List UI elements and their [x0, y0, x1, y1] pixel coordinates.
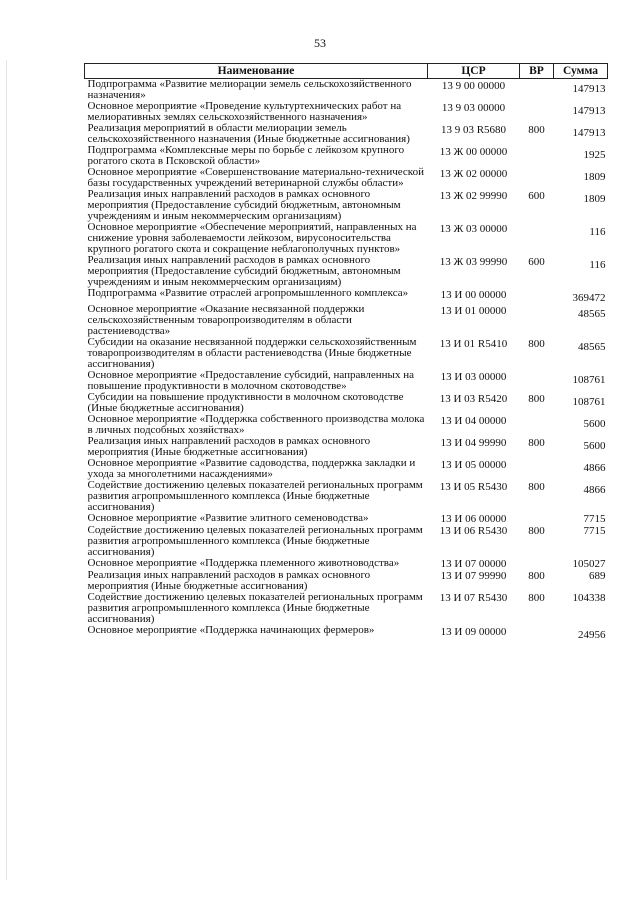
budget-table-container [84, 63, 607, 641]
name-cell: Подпрограмма «Комплексные меры по борьбе с лейкозом крупного рогатого скота в Псковской области» [87, 144, 405, 167]
sum-cell: 104338 [572, 592, 606, 604]
csr-cell: 13 И 06 R5430 [439, 525, 508, 537]
table-row [85, 625, 608, 641]
vr-cell [520, 370, 554, 392]
sum-cell: 48565 [578, 308, 606, 320]
csr-cell: 13 Ж 00 00000 [439, 146, 508, 158]
name-cell: Реализация иных направлений расходов в рамках основного мероприятия (Предоставление субсидий бюджетным, автономным учреждениям и иным некоммерческим организациям) [87, 188, 401, 222]
csr-cell: 13 И 06 00000 [440, 513, 507, 525]
name-cell: Реализация иных направлений расходов в рамках основного мероприятия (Иные бюджетные ассигнования) [87, 569, 371, 592]
sum-cell: 5600 [583, 418, 606, 430]
header-vr: ВР [520, 64, 554, 79]
table-row [85, 370, 608, 392]
vr-cell [520, 458, 554, 480]
sum-cell: 7715 [583, 513, 606, 525]
sum-cell: 48565 [578, 341, 606, 353]
csr-cell: 13 И 07 99990 [440, 570, 507, 582]
table-row [85, 79, 608, 102]
table-row [85, 222, 608, 255]
csr-cell: 13 И 05 R5430 [439, 481, 508, 493]
sum-cell: 4866 [583, 462, 606, 474]
name-cell: Основное мероприятие «Обеспечение мероприятий, направленных на снижение уровня заболеваемости лейкозом, вирусоносительства крупного рогатого скота и сокращение неблагополучных пунктов» [87, 221, 417, 255]
vr-cell [520, 222, 554, 255]
vr-cell: 600 [528, 190, 545, 202]
vr-cell: 800 [528, 124, 545, 136]
scan-edge [6, 60, 7, 880]
csr-cell: 13 И 09 00000 [440, 626, 507, 638]
csr-cell: 13 Ж 02 99990 [439, 190, 508, 202]
csr-cell: 13 И 03 R5420 [439, 393, 508, 405]
table-row [85, 255, 608, 288]
vr-cell: 800 [528, 592, 545, 604]
csr-cell: 13 И 01 R5410 [439, 338, 508, 350]
name-cell: Реализация мероприятий в области мелиорации земель сельскохозяйственного назначения (Иные бюджетные ассигнования) [87, 122, 410, 145]
table-row [85, 592, 608, 625]
name-cell: Субсидии на повышение продуктивности в молочном скотоводстве (Иные бюджетные ассигнования) [87, 391, 404, 414]
vr-cell [520, 101, 554, 123]
vr-cell [520, 167, 554, 189]
vr-cell [520, 79, 554, 102]
table-row [85, 337, 608, 370]
sum-cell: 105027 [572, 558, 606, 570]
name-cell: Основное мероприятие «Предоставление субсидий, направленных на повышение продуктивности в молочном скотоводстве» [87, 369, 414, 392]
csr-cell: 13 Ж 03 00000 [439, 223, 508, 235]
sum-cell: 147913 [572, 83, 606, 95]
table-row [85, 436, 608, 458]
name-cell: Основное мероприятие «Поддержка собственного производства молока в личных подсобных хозяйствах» [87, 413, 425, 436]
sum-cell: 108761 [572, 374, 606, 386]
name-cell: Содействие достижению целевых показателей региональных программ развития агропромышленного комплекса (Иные бюджетные ассигнования) [87, 591, 423, 625]
name-cell: Подпрограмма «Развитие мелиорации земель сельскохозяйственного назначения» [87, 78, 412, 101]
vr-cell: 800 [528, 338, 545, 350]
table-row [85, 101, 608, 123]
csr-cell: 13 И 07 R5430 [439, 592, 508, 604]
name-cell: Основное мероприятие «Проведение культуртехнических работ на мелиоративных землях сельскохозяйственного назначения» [87, 100, 402, 123]
name-cell: Субсидии на оказание несвязанной поддержки сельскохозяйственным товаропроизводителям в области растениеводства (Иные бюджетные ассигнования) [87, 336, 417, 370]
table-row [85, 288, 608, 304]
name-cell: Реализация иных направлений расходов в рамках основного мероприятия (Иные бюджетные ассигнования) [87, 435, 371, 458]
sum-cell: 1925 [583, 149, 606, 161]
name-cell: Реализация иных направлений расходов в рамках основного мероприятия (Предоставление субсидий бюджетным, автономным учреждениям и иным некоммерческим организациям) [87, 254, 401, 288]
sum-cell: 1809 [583, 171, 606, 183]
name-cell: Основное мероприятие «Поддержка начинающих фермеров» [87, 624, 375, 636]
budget-table [84, 63, 608, 641]
table-row [85, 189, 608, 222]
csr-cell: 13 Ж 03 99990 [439, 256, 508, 268]
vr-cell [520, 288, 554, 304]
table-header-row [85, 64, 608, 79]
sum-cell: 1809 [583, 193, 606, 205]
name-cell: Основное мероприятие «Оказание несвязанной поддержки сельскохозяйственным товаропроизводителям в области растениеводства» [87, 303, 365, 337]
name-cell: Основное мероприятие «Поддержка племенного животноводства» [87, 557, 400, 569]
table-row [85, 525, 608, 558]
sum-cell: 116 [589, 259, 606, 271]
csr-cell: 13 9 03 R5680 [440, 124, 507, 136]
csr-cell: 13 И 05 00000 [440, 459, 507, 471]
sum-cell: 147913 [572, 127, 606, 139]
vr-cell: 800 [528, 437, 545, 449]
csr-cell: 13 Ж 02 00000 [439, 168, 508, 180]
table-row [85, 414, 608, 436]
table-row [85, 304, 608, 337]
table-row [85, 392, 608, 414]
sum-cell: 689 [589, 570, 606, 582]
vr-cell [520, 414, 554, 436]
name-cell: Содействие достижению целевых показателей региональных программ развития агропромышленного комплекса (Иные бюджетные ассигнования) [87, 479, 423, 513]
table-row [85, 167, 608, 189]
sum-cell: 4866 [583, 484, 606, 496]
name-cell: Основное мероприятие «Развитие элитного семеноводства» [87, 512, 369, 524]
sum-cell: 369472 [572, 292, 606, 304]
sum-cell: 147913 [572, 105, 606, 117]
vr-cell: 800 [528, 525, 545, 537]
header-sum: Сумма [554, 64, 608, 79]
csr-cell: 13 И 03 00000 [440, 371, 507, 383]
table-row [85, 458, 608, 480]
vr-cell [520, 558, 554, 570]
name-cell: Основное мероприятие «Развитие садоводства, поддержка закладки и ухода за многолетними насаждениями» [87, 457, 416, 480]
csr-cell: 13 И 00 00000 [440, 289, 507, 301]
vr-cell [520, 625, 554, 641]
sum-cell: 5600 [583, 440, 606, 452]
csr-cell: 13 И 04 99990 [440, 437, 507, 449]
vr-cell [520, 513, 554, 525]
table-body [85, 79, 608, 642]
sum-cell: 24956 [578, 629, 606, 641]
sum-cell: 7715 [583, 525, 606, 537]
vr-cell: 600 [528, 256, 545, 268]
vr-cell [520, 304, 554, 337]
page-number: 53 [314, 36, 326, 50]
sum-cell: 108761 [572, 396, 606, 408]
csr-cell: 13 И 01 00000 [440, 305, 507, 317]
sum-cell: 116 [589, 226, 606, 238]
vr-cell: 800 [528, 481, 545, 493]
name-cell: Содействие достижению целевых показателей региональных программ развития агропромышленного комплекса (Иные бюджетные ассигнования) [87, 524, 423, 558]
csr-cell: 13 И 07 00000 [440, 558, 507, 570]
name-cell: Подпрограмма «Развитие отраслей агропромышленного комплекса» [87, 287, 409, 299]
table-row [85, 123, 608, 145]
vr-cell [520, 145, 554, 167]
header-name: Наименование [85, 64, 428, 79]
csr-cell: 13 9 03 00000 [441, 102, 506, 114]
name-cell: Основное мероприятие «Совершенствование материально-технической базы государственных учреждений ветеринарной службы области» [87, 166, 424, 189]
table-row [85, 145, 608, 167]
header-csr: ЦСР [428, 64, 520, 79]
vr-cell: 800 [528, 393, 545, 405]
table-row [85, 480, 608, 513]
vr-cell: 800 [528, 570, 545, 582]
table-row [85, 570, 608, 592]
csr-cell: 13 И 04 00000 [440, 415, 507, 427]
csr-cell: 13 9 00 00000 [441, 80, 506, 92]
